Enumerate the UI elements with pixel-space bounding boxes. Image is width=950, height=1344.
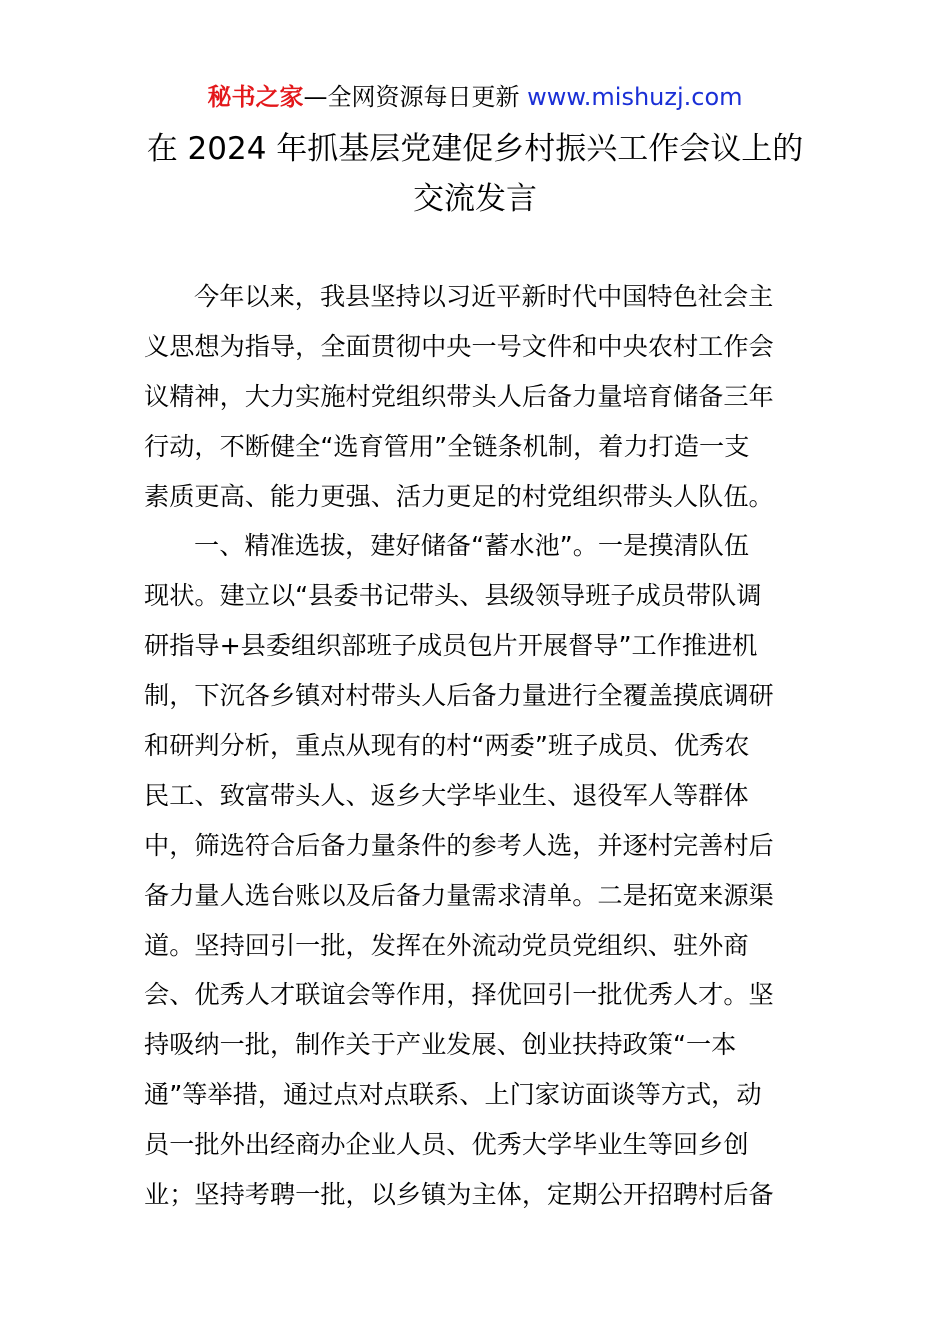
document-title [110,124,840,224]
site-tagline: —全网资源每日更新 [303,83,520,111]
body-line: 民工、致富带头人、返乡大学毕业生、退役军人等群体 [144,780,749,810]
body-line: 通”等举措，通过点对点联系、上门家访面谈等方式，动 [144,1080,762,1110]
body-line: 业；坚持考聘一批，以乡镇为主体，定期公开招聘村后备 [144,1180,774,1210]
title-line-2: 交流发言 [413,181,537,217]
body-line: 义思想为指导，全面贯彻中央一号文件和中央农村工作会 [144,331,774,361]
body-line: 会、优秀人才联谊会等作用，择优回引一批优秀人才。坚 [144,980,774,1010]
body-line: 制，下沉各乡镇对村带头人后备力量进行全覆盖摸底调研 [144,681,774,711]
body-line: 现状。建立以“县委书记带头、县级领导班子成员带队调 [144,581,762,611]
document-body [144,272,808,1220]
body-line: 中，筛选符合后备力量条件的参考人选，并逐村完善村后 [144,830,774,860]
body-line: 行动，不断健全“选育管用”全链条机制，着力打造一支 [144,431,750,461]
body-line: 议精神，大力实施村党组织带头人后备力量培育储备三年 [144,381,774,411]
body-line: 员一批外出经商办企业人员、优秀大学毕业生等回乡创 [144,1130,749,1160]
body-line: 素质更高、能力更强、活力更足的村党组织带头人队伍。 [144,481,774,511]
site-url-link[interactable]: www.mishuzj.com [527,83,743,111]
body-line: 道。坚持回引一批，发挥在外流动党员党组织、驻外商 [144,930,749,960]
body-line: 备力量人选台账以及后备力量需求清单。二是拓宽来源渠 [144,880,774,910]
body-line: 今年以来，我县坚持以习近平新时代中国特色社会主 [194,282,774,311]
site-brand: 秘书之家 [207,83,304,111]
body-line: 持吸纳一批，制作关于产业发展、创业扶持政策“一本 [144,1030,737,1060]
site-header [0,80,950,114]
body-line: 和研判分析，重点从现有的村“两委”班子成员、优秀农 [144,731,750,761]
body-line: 一、精准选拔，建好储备“蓄水池”。一是摸清队伍 [194,531,750,561]
body-line: 研指导+县委组织部班子成员包片开展督导”工作推进机 [144,631,758,661]
title-line-1: 在 2024 年抓基层党建促乡村振兴工作会议上的 [146,131,804,167]
